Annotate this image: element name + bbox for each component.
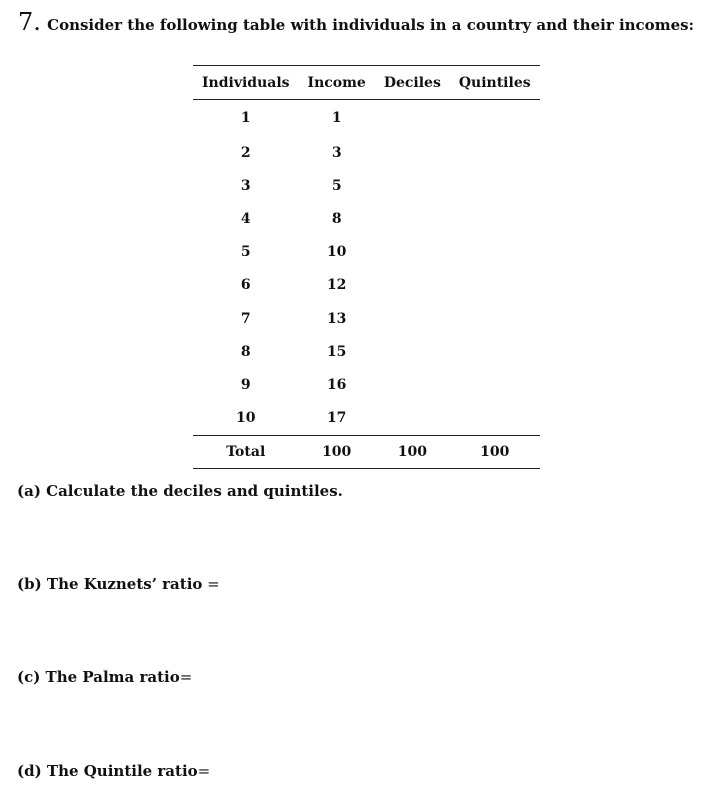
table-row: [193, 402, 540, 436]
table-row: [193, 202, 540, 235]
header-income: Income: [299, 66, 375, 100]
part-b-label: (b) The Kuznets’ ratio: [17, 575, 203, 593]
header-deciles: Deciles: [375, 66, 450, 100]
table-total-row: [193, 435, 540, 468]
decile-cell: [375, 368, 450, 401]
decile-cell: [375, 335, 450, 368]
question-number: 7.: [18, 8, 41, 36]
individual-cell: 10: [236, 410, 256, 427]
quintile-cell: [450, 302, 540, 335]
quintile-cell: [450, 335, 540, 368]
part-c: [17, 668, 192, 686]
part-a-label: (a) Calculate the deciles and quintiles.: [17, 482, 343, 500]
quintile-cell: [450, 269, 540, 302]
decile-cell: [375, 236, 450, 269]
individual-cell: 2: [240, 144, 251, 161]
part-d-equals: =: [197, 762, 211, 780]
income-cell: 8: [331, 210, 342, 227]
total-label: Total: [193, 435, 299, 468]
individual-cell: 5: [240, 244, 251, 261]
decile-cell: [375, 202, 450, 235]
income-cell: 15: [326, 343, 347, 360]
decile-cell: [375, 100, 450, 137]
income-cell: 3: [331, 144, 342, 161]
income-table: [193, 65, 540, 469]
individual-cell: 4: [240, 210, 251, 227]
individual-cell: 7: [240, 310, 251, 327]
part-d: [17, 762, 210, 780]
question-heading: [18, 8, 694, 36]
total-decile: 100: [375, 435, 450, 468]
part-b: [17, 575, 220, 593]
part-d-label: (d) The Quintile ratio: [17, 762, 198, 780]
individual-cell: 1: [240, 110, 251, 126]
quintile-cell: [450, 100, 540, 137]
quintile-cell: [450, 368, 540, 401]
part-a: [17, 482, 343, 500]
income-cell: 10: [326, 244, 347, 261]
income-cell: 16: [326, 376, 347, 393]
table-row: [193, 169, 540, 202]
individual-cell: 6: [240, 277, 251, 294]
table-row: [193, 100, 540, 137]
table-row: [193, 236, 540, 269]
decile-cell: [375, 269, 450, 302]
income-cell: 5: [331, 177, 342, 194]
decile-cell: [375, 302, 450, 335]
quintile-cell: [450, 169, 540, 202]
table-row: [193, 335, 540, 368]
quintile-cell: [450, 236, 540, 269]
quintile-cell: [450, 402, 540, 436]
table-row: [193, 302, 540, 335]
part-c-label: (c) The Palma ratio: [17, 668, 180, 686]
total-quintile: 100: [450, 435, 540, 468]
quintile-cell: [450, 202, 540, 235]
header-individuals: Individuals: [193, 66, 299, 100]
part-c-equals: =: [179, 668, 193, 686]
total-income: 100: [299, 435, 375, 468]
income-cell: 13: [326, 310, 347, 327]
decile-cell: [375, 402, 450, 436]
income-cell: 17: [326, 410, 347, 427]
decile-cell: [375, 136, 450, 169]
quintile-cell: [450, 136, 540, 169]
header-quintiles: Quintiles: [450, 66, 540, 100]
question-text: Consider the following table with individuals in a country and their incomes:: [47, 16, 695, 34]
decile-cell: [375, 169, 450, 202]
part-b-equals: =: [202, 575, 220, 593]
table-row: [193, 269, 540, 302]
table-header-row: [193, 66, 540, 100]
individual-cell: 8: [240, 343, 251, 360]
table-row: [193, 136, 540, 169]
income-cell: 1: [331, 110, 342, 126]
table-row: [193, 368, 540, 401]
individual-cell: 9: [240, 376, 251, 393]
income-cell: 12: [326, 277, 347, 294]
individual-cell: 3: [240, 177, 251, 194]
